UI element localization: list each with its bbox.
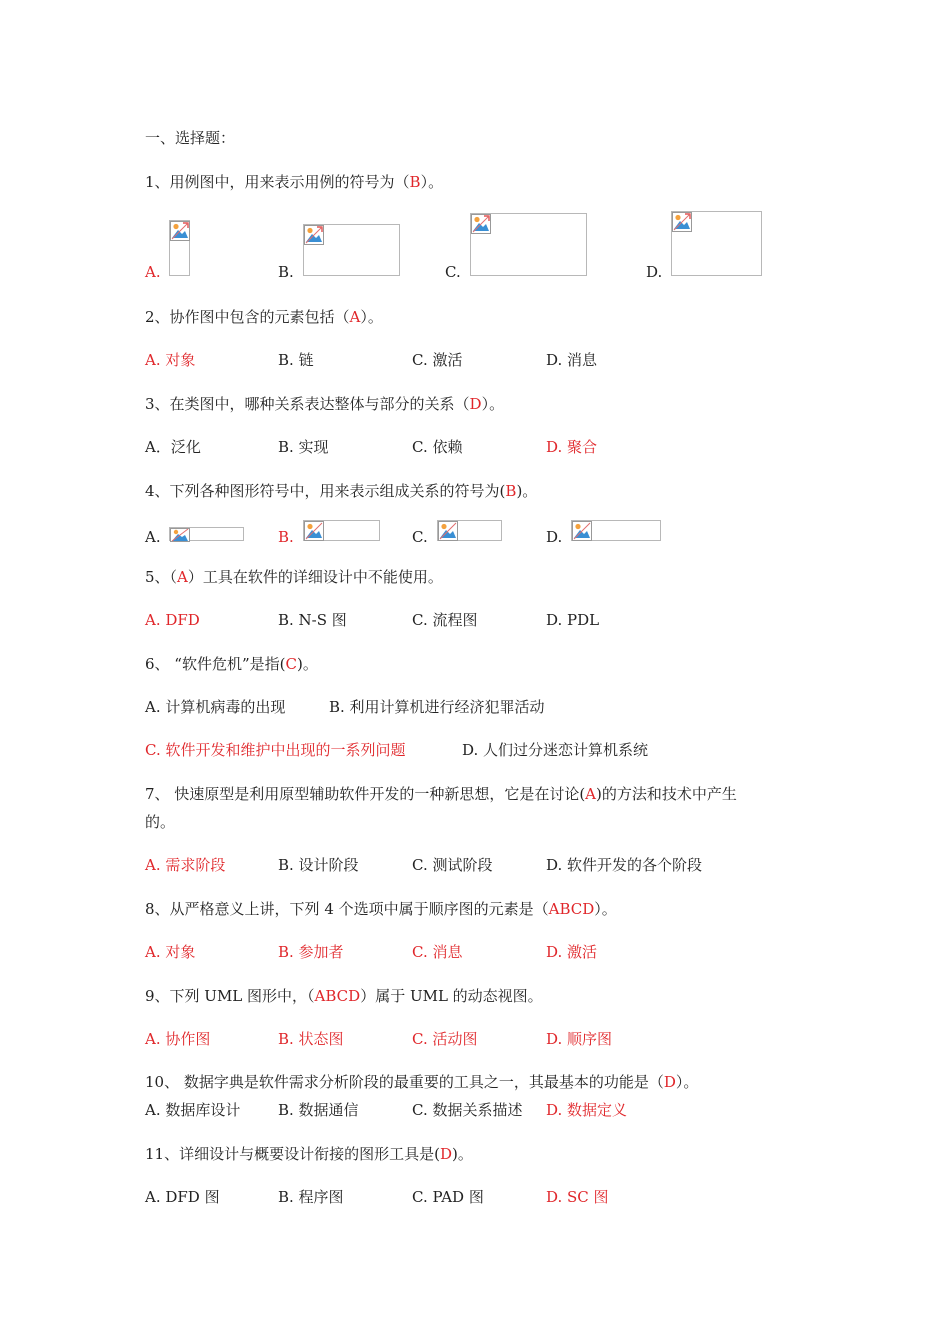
q9-option-c: C. 活动图 bbox=[412, 1030, 478, 1048]
q11-option-c: C. PAD 图 bbox=[412, 1188, 484, 1206]
q3-option-b: B. 实现 bbox=[278, 438, 329, 456]
q5-option-b: B. N-S 图 bbox=[278, 611, 347, 629]
answer-9: ABCD bbox=[314, 987, 361, 1005]
q4-option-c: C. bbox=[412, 528, 428, 546]
q8-option-b: B. 参加者 bbox=[278, 943, 344, 961]
answer-6: C bbox=[285, 655, 297, 673]
q6-option-d: D. 人们过分迷恋计算机系统 bbox=[462, 741, 649, 759]
q5-option-d: D. PDL bbox=[546, 611, 600, 629]
answer-11: D bbox=[439, 1145, 452, 1163]
question-8: 8、从严格意义上讲，下列 4 个选项中属于顺序图的元素是（ABCD）。 bbox=[145, 900, 617, 918]
q4-option-b: B. bbox=[278, 528, 294, 546]
q2-option-b: B. 链 bbox=[278, 351, 314, 369]
q1-option-c: C. bbox=[445, 263, 461, 281]
broken-image-icon bbox=[170, 528, 190, 548]
answer-10: D bbox=[663, 1073, 676, 1091]
q2-option-d: D. 消息 bbox=[546, 351, 598, 369]
q1-image-d bbox=[671, 211, 762, 276]
q6-option-b: B. 利用计算机进行经济犯罪活动 bbox=[329, 698, 545, 716]
q1-image-b bbox=[303, 224, 400, 276]
q4-image-b bbox=[303, 520, 380, 541]
broken-image-icon bbox=[304, 225, 324, 245]
question-11: 11、详细设计与概要设计衔接的图形工具是(D)。 bbox=[145, 1145, 473, 1163]
q3-option-a: A．泛化 bbox=[145, 438, 201, 456]
broken-image-icon bbox=[170, 221, 190, 241]
q9-option-b: B. 状态图 bbox=[278, 1030, 344, 1048]
q10-option-c: C. 数据关系描述 bbox=[412, 1101, 523, 1119]
q4-image-d bbox=[571, 520, 661, 541]
q6-option-a: A. 计算机病毒的出现 bbox=[145, 698, 286, 716]
q8-option-d: D. 激活 bbox=[546, 943, 598, 961]
answer-2: A bbox=[349, 308, 361, 326]
answer-4: B bbox=[505, 482, 517, 500]
q4-image-c bbox=[437, 520, 502, 541]
q5-option-c: C. 流程图 bbox=[412, 611, 478, 629]
q7-option-b: B. 设计阶段 bbox=[278, 856, 359, 874]
q1-option-a: A. bbox=[145, 263, 161, 281]
q8-option-c: C. 消息 bbox=[412, 943, 463, 961]
q11-option-a: A. DFD 图 bbox=[145, 1188, 220, 1206]
q9-option-d: D. 顺序图 bbox=[546, 1030, 613, 1048]
answer-3: D bbox=[469, 395, 482, 413]
q10-option-b: B. 数据通信 bbox=[278, 1101, 359, 1119]
q10-option-a: A. 数据库设计 bbox=[145, 1101, 241, 1119]
q11-option-b: B. 程序图 bbox=[278, 1188, 344, 1206]
section-title: 一、选择题： bbox=[145, 129, 236, 147]
question-6: 6、 “软件危机”是指(C)。 bbox=[145, 655, 318, 673]
q8-option-a: A. 对象 bbox=[145, 943, 196, 961]
q1-image-a bbox=[169, 220, 190, 276]
question-5: 5、（A）工具在软件的详细设计中不能使用。 bbox=[145, 568, 443, 586]
q7-option-c: C. 测试阶段 bbox=[412, 856, 493, 874]
q1-option-b: B. bbox=[278, 263, 294, 281]
question-4: 4、下列各种图形符号中，用来表示组成关系的符号为(B)。 bbox=[145, 482, 538, 500]
q2-option-a: A. 对象 bbox=[145, 351, 196, 369]
q3-option-c: C. 依赖 bbox=[412, 438, 463, 456]
q11-option-d: D. SC 图 bbox=[546, 1188, 609, 1206]
q5-option-a: A. DFD bbox=[145, 611, 200, 629]
q6-option-c: C. 软件开发和维护中出现的一系列问题 bbox=[145, 741, 406, 759]
q4-image-a bbox=[169, 527, 244, 541]
answer-5: A bbox=[177, 568, 188, 586]
broken-image-icon bbox=[672, 212, 692, 232]
answer-1: B bbox=[409, 173, 421, 191]
question-10: 10、 数据字典是软件需求分析阶段的最重要的工具之一，其最基本的功能是（D）。 bbox=[145, 1073, 699, 1091]
q2-option-c: C. 激活 bbox=[412, 351, 463, 369]
q7-option-a: A. 需求阶段 bbox=[145, 856, 226, 874]
broken-image-icon bbox=[304, 521, 324, 541]
q3-option-d: D. 聚合 bbox=[546, 438, 598, 456]
q7-option-d: D. 软件开发的各个阶段 bbox=[546, 856, 703, 874]
question-3: 3、在类图中，哪种关系表达整体与部分的关系（D）。 bbox=[145, 395, 505, 413]
question-2: 2、协作图中包含的元素包括（A）。 bbox=[145, 308, 383, 326]
broken-image-icon bbox=[438, 521, 458, 541]
question-7-cont: 的。 bbox=[145, 813, 176, 831]
question-1: 1、用例图中，用来表示用例的符号为（B）。 bbox=[145, 173, 444, 191]
question-9: 9、下列 UML 图形中，（ABCD）属于 UML 的动态视图。 bbox=[145, 987, 543, 1005]
q4-option-a: A. bbox=[145, 528, 161, 546]
broken-image-icon bbox=[471, 214, 491, 234]
question-7: 7、 快速原型是利用原型辅助软件开发的一种新思想，它是在讨论(A)的方法和技术中产生 bbox=[145, 785, 737, 803]
answer-7: A bbox=[585, 785, 597, 803]
q1-option-d: D. bbox=[646, 263, 663, 281]
q10-option-d: D. 数据定义 bbox=[546, 1101, 628, 1119]
broken-image-icon bbox=[572, 521, 592, 541]
q4-option-d: D. bbox=[546, 528, 563, 546]
answer-8: ABCD bbox=[548, 900, 595, 918]
q1-image-c bbox=[470, 213, 587, 276]
q9-option-a: A. 协作图 bbox=[145, 1030, 211, 1048]
